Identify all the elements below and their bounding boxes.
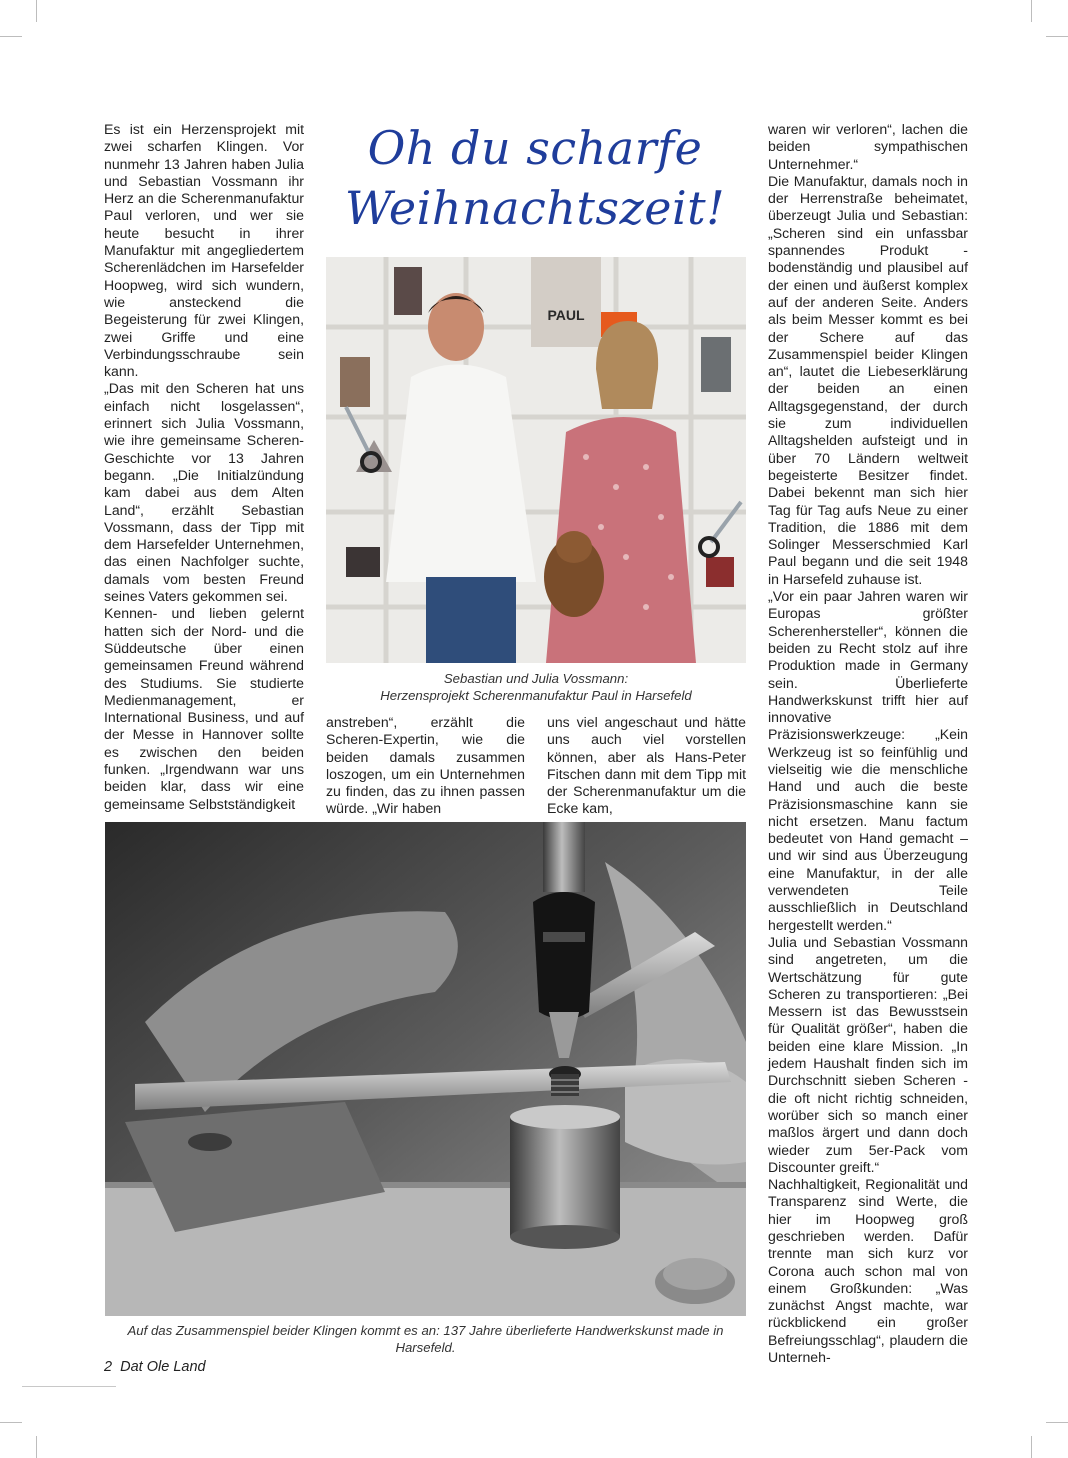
article-column-3 (547, 714, 746, 818)
paragraph: uns viel angeschaut und hätte uns auch viel vorstellen können, aber als Hans-Peter Fitschen dann mit dem Tipp mit der Scherenmanufaktur um die Ecke kam, (547, 714, 746, 817)
portrait-caption (326, 671, 746, 704)
workshop-photo (105, 822, 746, 1316)
paragraph: Julia und Sebastian Vossmann sind angetreten, um die Wertschätzung für gute Scheren zu transportieren: „Bei Messern ist das Bewusstsein für Qualität größer“, haben die beiden eine klare Mission. „In jedem Haushalt finden sich im Durchschnitt sieben Scheren - die oft nicht richtig schneiden, worüber sich so manch einer maßlos ärgert und dann doch wieder zum 5er-Pack vom Discounter greift.“ (768, 933, 968, 1175)
crop-mark (1031, 0, 1032, 22)
crop-mark (1031, 1436, 1032, 1458)
crop-mark (36, 1436, 37, 1458)
paragraph: Nachhaltigkeit, Regionalität und Transparenz sind Werte, die hier im Hoopweg groß geschrieben werden. Dafür trennte man sich kurz vor Corona auch schon mal von einem Großkunden: „Was zunächst Angst machte, war rückblickend ein großer Befreiungsschlag“, plaudern die Unterneh- (768, 1176, 968, 1366)
portrait-photo (326, 257, 746, 663)
shop-sign-text: PAUL (547, 307, 585, 323)
crop-mark (36, 0, 37, 22)
crop-mark (1046, 1422, 1068, 1423)
paragraph: Es ist ein Herzensprojekt mit zwei scharfen Klingen. Vor nunmehr 13 Jahren haben Julia und Sebastian Vossmann ihr Herz an die Scherenmanufaktur Paul verloren, und wer sie heute besucht in ihrer Manufaktur mit angegliedertem Scherenlädchen im Harsefelder Hoopweg, wird sich wundern, wie ansteckend die Begeisterung für zwei Klingen, zwei Griffe und eine Verbindungsschraube sein kann. (104, 121, 304, 380)
article-column-2 (326, 714, 525, 818)
paragraph: waren wir verloren“, lachen die beiden sympathischen Unternehmer.“ (768, 121, 968, 172)
footer-rule (22, 1386, 116, 1387)
caption-line: Sebastian und Julia Vossmann: (443, 671, 629, 686)
headline-line: Oh du scharfe (367, 121, 703, 175)
page-footer (104, 1359, 206, 1375)
crop-mark (0, 1422, 22, 1423)
paragraph: Die Manufaktur, damals noch in der Herrenstraße beheimatet, überzeugt Julia und Sebastian: „Scheren sind ein unfassbar spannendes Produkt - bodenständig und plausibel auf der einen und äußerst komplex auf der anderen Seite. Anders als beim Messer kommt es bei der Schere auf das Zusammenspiel beider Klingen an“, lautet die Liebeserklärung der beiden an einen Alltagsgegenstand, der durch sie zum individuellen Alltagshelden aufsteigt und in über 70 Ländern weltweit begeisterte Besitzer findet. Dabei bekennt man sich hier Tag für Tag aufs Neue zu einer Tradition, die 1886 mit dem Solinger Messerschmied Karl Paul begann und die seit 1948 in Harsefeld zuhause ist. (768, 172, 968, 587)
paragraph: Kennen- und lieben gelernt hatten sich der Nord- und die Süddeutsche über einen gemeinsamen Freund während des Studiums. Sie studierte Medienmanagement, er International Business, und auf der Messe in Hannover sollte es zwischen den beiden funken. „Irgendwann war uns beiden klar, dass wir eine gemeinsame Selbstständigkeit (104, 605, 304, 812)
workshop-caption: Auf das Zusammenspiel beider Klingen kommt es an: 137 Jahre überlieferte Handwerkskunst made in Harsefeld. (127, 1323, 724, 1355)
paragraph: anstreben“, erzählt die Scheren-Expertin, wie die beiden damals zusammen loszogen, um ein Unternehmen zu finden, das zu ihnen passen würde. „Wir haben (326, 714, 525, 817)
crop-mark (1046, 36, 1068, 37)
headline-line: Weihnachtszeit! (344, 181, 726, 235)
page-number: 2 (104, 1359, 113, 1375)
article-headline (335, 118, 735, 238)
paragraph: „Das mit den Scheren hat uns einfach nicht losgelassen“, erinnert sich Julia Vossmann, wie ihre gemeinsame Scheren-Geschichte vor 13 Jahren begann. „Die Initialzündung kam dabei aus dem Alten Land“, erzählt Sebastian Vossmann, dass der Tipp mit dem Harsefelder Unternehmen, das einen Nachfolger suchte, damals vom besten Freund seines Vaters gekommen sei. (104, 380, 304, 605)
caption-line: Herzensprojekt Scherenmanufaktur Paul in Harsefeld (380, 687, 692, 703)
article-column-4 (768, 121, 968, 1366)
article-column-1 (104, 121, 304, 813)
crop-mark (0, 36, 22, 37)
magazine-name: Dat Ole Land (120, 1359, 206, 1375)
paragraph: „Vor ein paar Jahren waren wir Europas größter Scherenhersteller“, können die beiden zu Recht stolz auf ihre Produktion made in Germany sein. Überlieferte Handwerkskunst trifft hier auf innovative Präzisionswerkzeuge: „Kein Werkzeug ist so feinfühlig und vielseitig wie die menschliche Hand und auch die beste Präzisionsmaschine kann sie nicht ersetzen. Manu factum bedeutet von Hand gemacht – und wir sind aus Überzeugung eine Manufaktur, in der alle verwendeten Teile ausschließlich in Deutschland hergestellt werden.“ (768, 588, 968, 933)
